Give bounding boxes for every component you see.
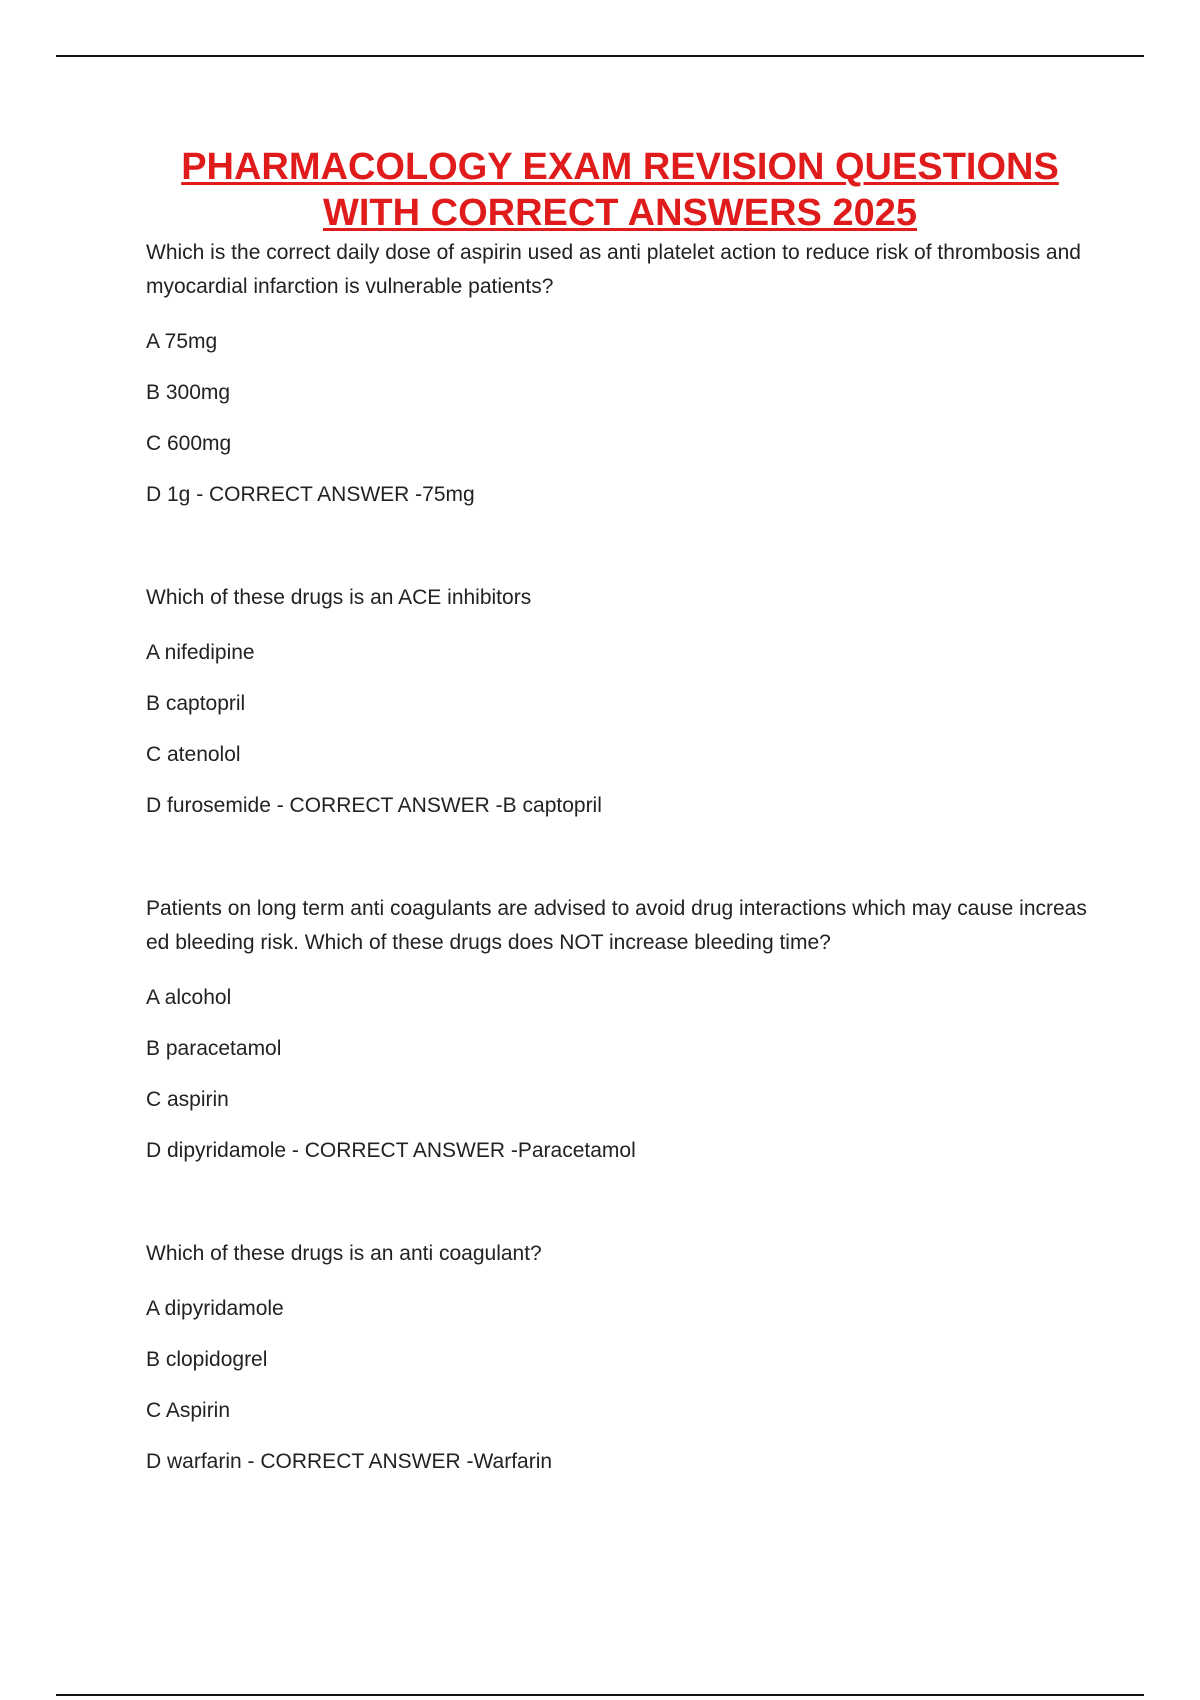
option-d-with-answer: D warfarin - CORRECT ANSWER -Warfarin	[146, 1450, 553, 1473]
option-a: A alcohol	[146, 986, 232, 1009]
question-block	[146, 892, 1091, 1164]
option-b: B clopidogrel	[146, 1348, 268, 1371]
header-rule	[56, 55, 1144, 57]
option-b: B captopril	[146, 692, 246, 715]
option-d-with-answer: D 1g - CORRECT ANSWER -75mg	[146, 483, 475, 506]
option-c: C Aspirin	[146, 1399, 231, 1422]
question-text: Which of these drugs is an anti coagulant?	[146, 1242, 542, 1265]
question-text: Patients on long term anti coagulants are advised to avoid drug interactions which may cause increased bleeding risk. Which of these drugs does NOT increase bleeding time?	[146, 897, 1087, 954]
option-d-with-answer: D dipyridamole - CORRECT ANSWER -Paracetamol	[146, 1139, 636, 1162]
footer-rule	[56, 1694, 1144, 1696]
title-line-1: PHARMACOLOGY EXAM REVISION QUESTIONS	[181, 146, 1059, 188]
option-d-with-answer: D furosemide - CORRECT ANSWER -B captopril	[146, 794, 602, 817]
option-c: C atenolol	[146, 743, 241, 766]
option-c: C 600mg	[146, 432, 232, 455]
option-a: A dipyridamole	[146, 1297, 284, 1320]
question-text: Which of these drugs is an ACE inhibitors	[146, 586, 532, 609]
document-title	[100, 144, 1140, 236]
option-b: B paracetamol	[146, 1037, 282, 1060]
question-block	[146, 1237, 1091, 1475]
question-list	[146, 236, 1091, 1475]
option-a: A nifedipine	[146, 641, 255, 664]
option-c: C aspirin	[146, 1088, 229, 1111]
option-b: B 300mg	[146, 381, 231, 404]
question-block	[146, 236, 1091, 508]
question-block	[146, 581, 1091, 819]
option-a: A 75mg	[146, 330, 218, 353]
title-line-2: WITH CORRECT ANSWERS 2025	[323, 192, 917, 234]
question-text: Which is the correct daily dose of aspirin used as anti platelet action to reduce risk of thrombosis and myocardial infarction is vulnerable patients?	[146, 241, 1081, 298]
